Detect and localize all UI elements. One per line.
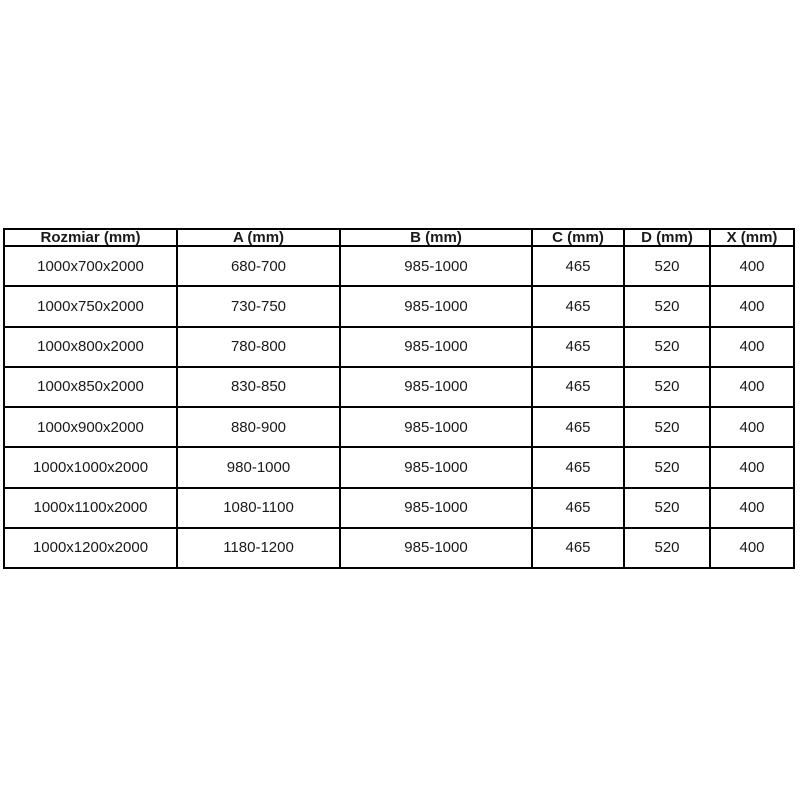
table-row: [4, 447, 794, 487]
cell-a: 980-1000: [177, 447, 340, 487]
cell-rozmiar: 1000x800x2000: [4, 327, 177, 367]
cell-d: 520: [624, 286, 710, 326]
cell-d: 520: [624, 447, 710, 487]
cell-a: 680-700: [177, 246, 340, 286]
cell-rozmiar: 1000x850x2000: [4, 367, 177, 407]
cell-a: 1080-1100: [177, 488, 340, 528]
cell-c: 465: [532, 407, 624, 447]
cell-a: 780-800: [177, 327, 340, 367]
table-row: [4, 367, 794, 407]
column-header-d: D (mm): [624, 229, 710, 246]
cell-d: 520: [624, 367, 710, 407]
table-row: [4, 286, 794, 326]
cell-a: 880-900: [177, 407, 340, 447]
cell-rozmiar: 1000x750x2000: [4, 286, 177, 326]
cell-rozmiar: 1000x700x2000: [4, 246, 177, 286]
column-header-rozmiar: Rozmiar (mm): [4, 229, 177, 246]
size-spec-table: [3, 228, 795, 569]
cell-x: 400: [710, 367, 794, 407]
cell-c: 465: [532, 286, 624, 326]
cell-x: 400: [710, 528, 794, 568]
cell-a: 830-850: [177, 367, 340, 407]
table-row: [4, 407, 794, 447]
cell-rozmiar: 1000x1100x2000: [4, 488, 177, 528]
cell-rozmiar: 1000x1000x2000: [4, 447, 177, 487]
cell-a: 730-750: [177, 286, 340, 326]
column-header-x: X (mm): [710, 229, 794, 246]
cell-b: 985-1000: [340, 528, 532, 568]
cell-c: 465: [532, 447, 624, 487]
cell-b: 985-1000: [340, 488, 532, 528]
cell-d: 520: [624, 407, 710, 447]
cell-d: 520: [624, 528, 710, 568]
cell-c: 465: [532, 246, 624, 286]
cell-b: 985-1000: [340, 367, 532, 407]
cell-b: 985-1000: [340, 327, 532, 367]
cell-c: 465: [532, 367, 624, 407]
cell-b: 985-1000: [340, 286, 532, 326]
cell-a: 1180-1200: [177, 528, 340, 568]
cell-c: 465: [532, 528, 624, 568]
cell-x: 400: [710, 407, 794, 447]
header-row: [4, 229, 794, 246]
column-header-a: A (mm): [177, 229, 340, 246]
cell-x: 400: [710, 447, 794, 487]
cell-b: 985-1000: [340, 407, 532, 447]
cell-d: 520: [624, 488, 710, 528]
column-header-b: B (mm): [340, 229, 532, 246]
cell-rozmiar: 1000x1200x2000: [4, 528, 177, 568]
cell-c: 465: [532, 488, 624, 528]
table-row: [4, 327, 794, 367]
table-row: [4, 488, 794, 528]
cell-c: 465: [532, 327, 624, 367]
cell-d: 520: [624, 327, 710, 367]
cell-b: 985-1000: [340, 447, 532, 487]
cell-x: 400: [710, 246, 794, 286]
cell-x: 400: [710, 327, 794, 367]
column-header-c: C (mm): [532, 229, 624, 246]
cell-d: 520: [624, 246, 710, 286]
cell-rozmiar: 1000x900x2000: [4, 407, 177, 447]
cell-b: 985-1000: [340, 246, 532, 286]
cell-x: 400: [710, 286, 794, 326]
cell-x: 400: [710, 488, 794, 528]
table-row: [4, 528, 794, 568]
table-row: [4, 246, 794, 286]
